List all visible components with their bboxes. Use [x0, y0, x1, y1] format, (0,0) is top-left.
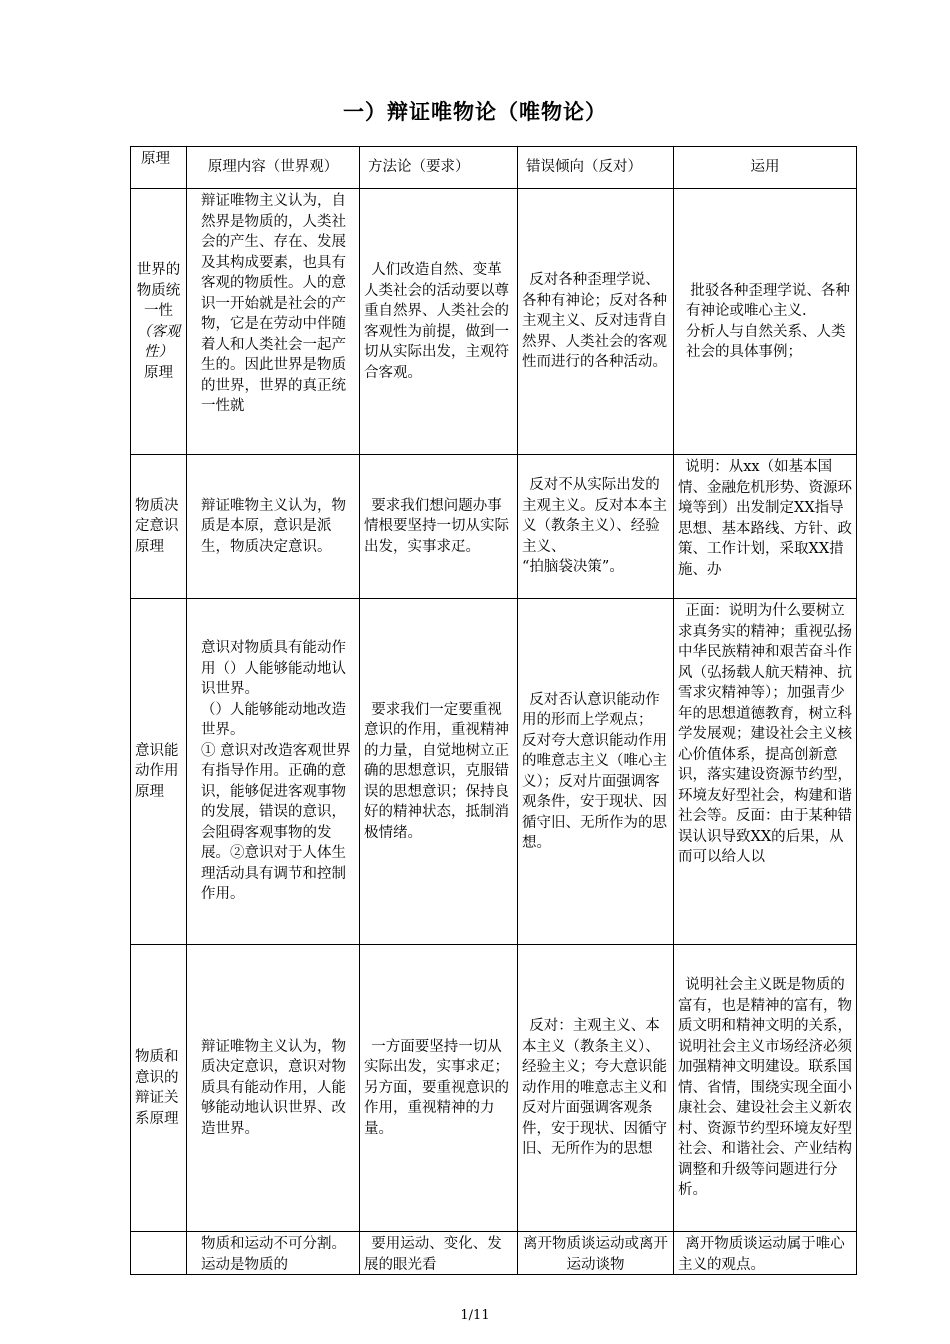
application-cell: 离开物质谈运动属于唯心主义的观点。 — [674, 1232, 857, 1275]
application-cell: 说明社会主义既是物质的富有，也是精神的富有，物质文明和精神文明的关系，说明社会主义市场经济必须加强精神文明建设。联系国情、省情，围绕实现全面小康社会、建设社会主义新农村、资源节约型环境友好型社会、和谐社会、产业结构调整和升级等问题进行分析。 — [674, 945, 857, 1232]
error-cell: 反对不从实际出发的主观主义。反对本本主义（教条主义）、经验主义、 “拍脑袋决策”。 — [518, 455, 674, 599]
application-cell: 批驳各种歪理学说、各种有神论或唯心主义. 分析人与自然关系、人类社会的具体事例； — [674, 189, 857, 455]
principle-cell — [131, 1232, 187, 1275]
page-title: 一）辩证唯物论（唯物论） — [343, 100, 607, 124]
method-cell: 要求我们一定要重视意识的作用，重视精神的力量，自觉地树立正确的思想意识，克服错误的思想意识；保持良好的精神状态，抵制消极情绪。 — [360, 599, 518, 945]
application-cell: 正面：说明为什么要树立求真务实的精神；重视弘扬中华民族精神和艰苦奋斗作风（弘扬载人航天精神、抗雪求灾精神等）；加强青少年的思想道德教育，树立科学发展观；建设社会主义核心价值体系，提高创新意识，落实建设资源节约型，环境友好型社会，构建和谐社会等。反面：由于某种错误认识导致XX的后果，从而可以给人以 — [674, 599, 857, 945]
principle-name: 世界的物质统一性 — [136, 262, 181, 319]
table-header-row — [131, 147, 857, 189]
page-number: 1/11 — [460, 1308, 490, 1323]
principle-cell: 物质和意识的辩证关系原理 — [131, 945, 187, 1232]
method-cell: 一方面要坚持一切从实际出发，实事求疋；另方面，要重视意识的作用，重视精神的力量。 — [360, 945, 518, 1232]
header-error: 错误倾向（反对） — [518, 147, 674, 189]
content-cell: 辩证唯物主义认为，自然界是物质的，人类社会的产生、存在、发展及其构成要素，也具有客观的物质性。人的意识一开始就是社会的产物，它是在劳动中伴随着人和人类社会一起产生的。因此世界是物质的世界，世界的真正统一性就 — [187, 189, 360, 455]
table-row — [131, 599, 857, 945]
error-cell: 离开物质谈运动或离开运动谈物 — [518, 1232, 674, 1275]
principle-cell: 意识能动作用原理 — [131, 599, 187, 945]
content-cell: 意识对物质具有能动作用（）人能够能动地认识世界。 （）人能够能动地改造世界。 ① 意识对改造客观世界有指导作用。正确的意识，能够促进客观事物的发展，错误的意识，会阻碍客观事物的发展。②意识对于人体生理活动具有调节和控制作用。 — [187, 599, 360, 945]
error-cell: 反对否认意识能动作用的形而上学观点； 反对夸大意识能动作用的唯意志主义（唯心主义）；反对片面强调客观条件，安于现状、因循守旧、无所作为的思想。 — [518, 599, 674, 945]
header-application: 运用 — [674, 147, 857, 189]
table-row — [131, 1232, 857, 1275]
table-row — [131, 455, 857, 599]
header-method: 方法论（要求） — [360, 147, 518, 189]
principle-tail: 原理 — [144, 364, 173, 381]
content-cell: 辩证唯物主义认为，物质是本原，意识是派生，物质决定意识。 — [187, 455, 360, 599]
table-row — [131, 189, 857, 455]
table-row — [131, 945, 857, 1232]
header-content: 原理内容（世界观） — [187, 147, 360, 189]
method-cell: 要求我们想问题办事情根要坚持一切从实际出发，实事求疋。 — [360, 455, 518, 599]
principles-table — [130, 146, 857, 1275]
method-cell: 要用运动、变化、发展的眼光看 — [360, 1232, 518, 1275]
error-cell: 反对各种歪理学说、各种有神论；反对各种主观主义、反对违背自然界、人类社会的客观性而进行的各种活动。 — [518, 189, 674, 455]
content-cell: 物质和运动不可分割。运动是物质的 — [187, 1232, 360, 1275]
application-cell: 说明：从xx（如基本国情、金融危机形势、资源环境等到）出发制定XX指导思想、基本路线、方针、政策、工作计划，采取XX措施、办 — [674, 455, 857, 599]
principle-cell: 物质决定意识原理 — [131, 455, 187, 599]
principle-cell — [131, 189, 187, 455]
header-principle: 原理 — [131, 147, 187, 189]
method-cell: 人们改造自然、变革人类社会的活动要以尊重自然界、人类社会的客观性为前提，做到一切从实际出发，主观符合客观。 — [360, 189, 518, 455]
content-cell: 辩证唯物主义认为，物质决定意识，意识对物质具有能动作用，人能够能动地认识世界、改造世界。 — [187, 945, 360, 1232]
principle-note: （客观性） — [136, 323, 181, 360]
error-cell: 反对：主观主义、本本主义（教条主义）、经验主义；夸大意识能动作用的唯意志主义和反对片面强调客观条件，安于现状、因循守旧、无所作为的思想 — [518, 945, 674, 1232]
